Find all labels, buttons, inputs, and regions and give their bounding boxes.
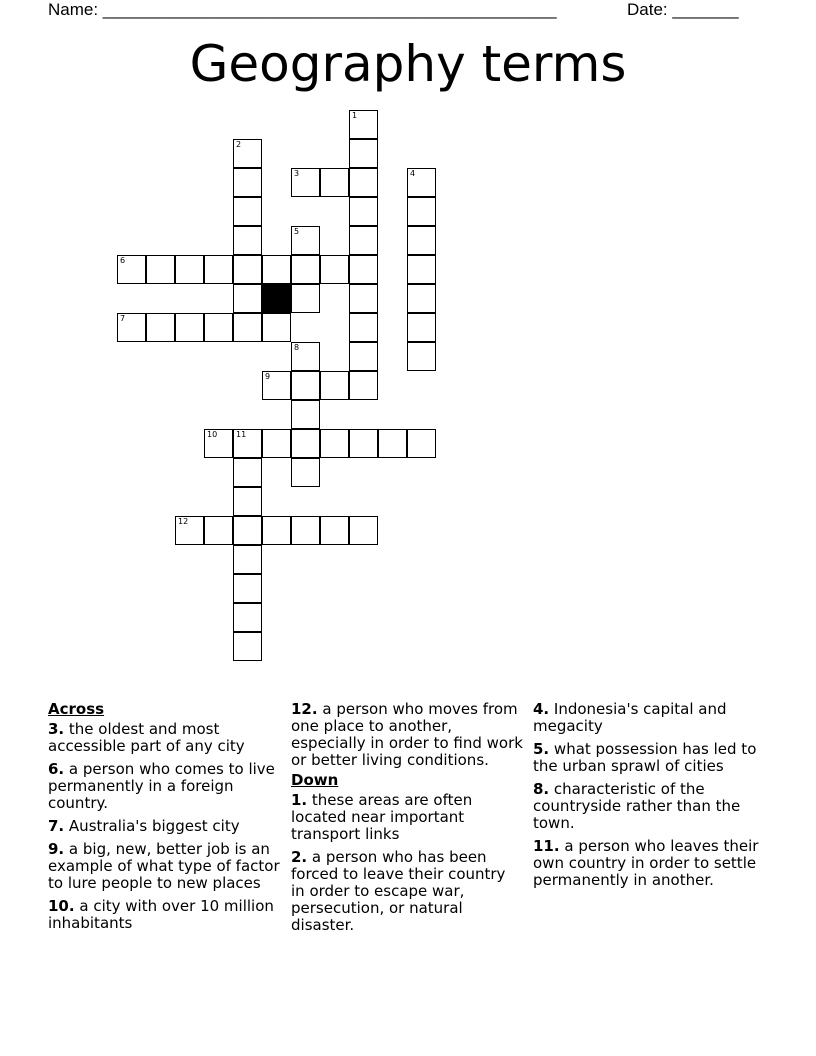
grid-cell[interactable] (320, 371, 349, 400)
clue-across-10: 10. a city with over 10 million inhabitants (48, 897, 274, 932)
clue-number: 10 (207, 430, 218, 439)
clue-across-12: 12. a person who moves from one place to another, especially in order to find work or better living conditions. (291, 700, 523, 769)
grid-cell[interactable] (233, 429, 262, 458)
clue-number: 5 (294, 227, 300, 236)
grid-cell[interactable] (291, 516, 320, 545)
grid-cell[interactable] (291, 226, 320, 255)
clue-number: 9 (265, 372, 271, 381)
grid-cell[interactable] (262, 516, 291, 545)
grid-cell[interactable] (233, 313, 262, 342)
grid-cell[interactable] (291, 371, 320, 400)
clue-across-6: 6. a person who comes to live permanently in a foreign country. (48, 760, 275, 812)
grid-cell[interactable] (233, 139, 262, 168)
grid-cell[interactable] (117, 255, 146, 284)
clue-down-2: 2. a person who has been forced to leave their country in order to escape war, persecution, or natural disaster. (291, 848, 506, 934)
grid-cell[interactable] (349, 255, 378, 284)
grid-cell[interactable] (349, 226, 378, 255)
clue-across-3: 3. the oldest and most accessible part of any city (48, 720, 245, 755)
grid-cell[interactable] (262, 255, 291, 284)
grid-cell[interactable] (320, 429, 349, 458)
grid-cell[interactable] (320, 168, 349, 197)
grid-cell[interactable] (349, 168, 378, 197)
grid-cell[interactable] (320, 516, 349, 545)
clue-number: 2 (236, 140, 242, 149)
name-field[interactable]: Name: ________________________________________________ (48, 0, 557, 19)
grid-cell[interactable] (291, 400, 320, 429)
grid-cell[interactable] (204, 429, 233, 458)
clue-number: 3 (294, 169, 300, 178)
grid-cell[interactable] (291, 168, 320, 197)
clue-number: 12 (178, 517, 189, 526)
grid-cell[interactable] (233, 284, 262, 313)
grid-cell[interactable] (407, 342, 436, 371)
grid-cell[interactable] (407, 284, 436, 313)
clue-down-8: 8. characteristic of the countryside rather than the town. (533, 780, 741, 832)
clue-down-5: 5. what possession has led to the urban sprawl of cities (533, 740, 757, 775)
grid-cell[interactable] (291, 458, 320, 487)
clue-number: 4 (410, 169, 416, 178)
grid-cell[interactable] (233, 545, 262, 574)
clue-number: 1 (352, 111, 358, 120)
grid-cell[interactable] (233, 516, 262, 545)
page-title: Geography terms (189, 35, 627, 93)
down-heading: Down (291, 771, 339, 789)
grid-cell[interactable] (291, 342, 320, 371)
clue-down-4: 4. Indonesia's capital and megacity (533, 700, 727, 735)
grid-cell[interactable] (407, 168, 436, 197)
grid-cell[interactable] (175, 255, 204, 284)
grid-cell[interactable] (175, 516, 204, 545)
grid-cell[interactable] (349, 342, 378, 371)
across-heading: Across (48, 700, 105, 718)
grid-cell[interactable] (204, 313, 233, 342)
grid-cell[interactable] (233, 458, 262, 487)
grid-cell[interactable] (262, 429, 291, 458)
grid-cell[interactable] (204, 255, 233, 284)
grid-cell[interactable] (349, 110, 378, 139)
grid-cell[interactable] (407, 197, 436, 226)
grid-cell[interactable] (233, 574, 262, 603)
grid-cell[interactable] (407, 429, 436, 458)
grid-cell[interactable] (262, 371, 291, 400)
clue-down-11: 11. a person who leaves their own country in order to settle permanently in another. (533, 837, 759, 889)
grid-cell[interactable] (175, 313, 204, 342)
grid-cell[interactable] (146, 313, 175, 342)
date-field[interactable]: Date: _______ (627, 0, 739, 19)
grid-cell[interactable] (407, 226, 436, 255)
clue-column-1 (48, 701, 280, 938)
clue-across-9: 9. a big, new, better job is an example of what type of factor to lure people to new places (48, 840, 280, 892)
grid-cell[interactable] (349, 371, 378, 400)
grid-cell[interactable] (233, 168, 262, 197)
clue-number: 7 (120, 314, 126, 323)
clue-column-2 (291, 701, 523, 940)
grid-cell[interactable] (349, 429, 378, 458)
grid-cell[interactable] (291, 255, 320, 284)
clue-number: 6 (120, 256, 126, 265)
grid-cell[interactable] (291, 429, 320, 458)
clue-number: 8 (294, 343, 300, 352)
grid-cell[interactable] (146, 255, 175, 284)
clue-column-3 (533, 701, 765, 895)
clue-number: 11 (236, 430, 247, 439)
grid-cell[interactable] (262, 313, 291, 342)
grid-cell[interactable] (349, 516, 378, 545)
grid-cell[interactable] (117, 313, 146, 342)
grid-cell[interactable] (204, 516, 233, 545)
grid-cell[interactable] (349, 284, 378, 313)
grid-cell[interactable] (233, 632, 262, 661)
grid-cell[interactable] (407, 255, 436, 284)
clue-across-7: 7. Australia's biggest city (48, 817, 240, 835)
grid-cell[interactable] (233, 487, 262, 516)
grid-cell[interactable] (233, 255, 262, 284)
grid-cell[interactable] (349, 139, 378, 168)
grid-cell[interactable] (378, 429, 407, 458)
grid-cell[interactable] (233, 226, 262, 255)
grid-cell[interactable] (407, 313, 436, 342)
grid-cell[interactable] (291, 284, 320, 313)
clue-down-1: 1. these areas are often located near important transport links (291, 791, 473, 843)
grid-cell[interactable] (233, 603, 262, 632)
grid-cell[interactable] (233, 197, 262, 226)
grid-cell[interactable] (349, 197, 378, 226)
grid-cell[interactable] (349, 313, 378, 342)
blocked-cell (262, 284, 291, 313)
grid-cell[interactable] (320, 255, 349, 284)
